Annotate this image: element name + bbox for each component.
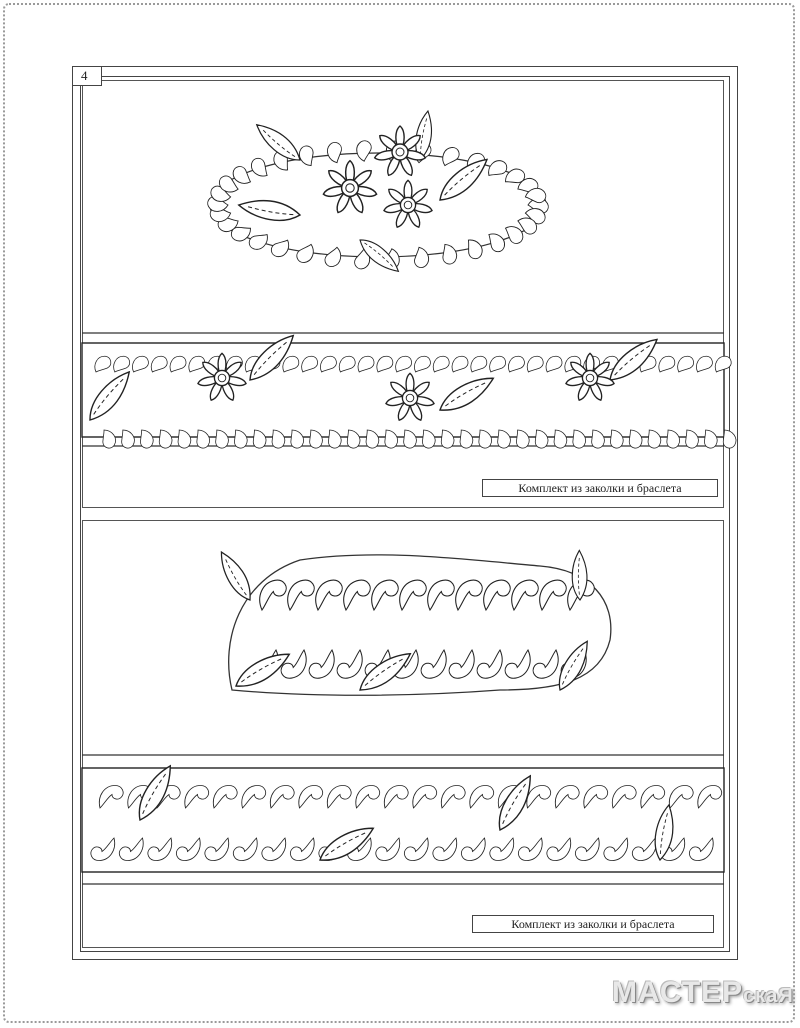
floral-band-icon xyxy=(78,333,739,450)
ornament-stroke xyxy=(356,140,373,162)
ornament-stroke xyxy=(453,579,486,611)
watermark-suffix: скаЯ xyxy=(743,985,794,1007)
ornament-stroke xyxy=(537,579,570,611)
ornament-stroke xyxy=(323,245,343,269)
ornament-stroke xyxy=(418,650,449,680)
ornament-stroke xyxy=(483,230,508,255)
ornament-stroke xyxy=(509,579,542,611)
leaf-scroll-icon xyxy=(221,548,611,695)
leaf-band-icon xyxy=(82,755,724,884)
ornament-stroke xyxy=(397,579,430,611)
ornament-stroke xyxy=(474,650,505,680)
ornament-stroke xyxy=(462,236,486,261)
watermark-main: МАСТЕР xyxy=(612,976,744,1009)
ornament-stroke xyxy=(481,579,514,611)
ornament-stroke xyxy=(502,650,533,680)
ornament-stroke xyxy=(425,579,458,611)
ornament-stroke xyxy=(369,579,402,611)
ornament-stroke xyxy=(341,579,374,611)
ornament-stroke xyxy=(295,241,317,266)
ornament-stroke xyxy=(248,156,273,181)
ornament-stroke xyxy=(411,246,431,270)
caption-panel-2: Комплект из заколки и браслета xyxy=(472,915,714,933)
ornament-stroke xyxy=(334,650,365,680)
ornament-stroke xyxy=(446,650,477,680)
ornament-stroke xyxy=(257,579,290,611)
ornament-stroke xyxy=(325,141,345,165)
page-number: 4 xyxy=(72,66,102,86)
caption-panel-1: Комплект из заколки и браслета xyxy=(482,479,718,497)
ornament-stroke xyxy=(285,579,318,611)
ornament-stroke xyxy=(269,235,293,260)
ornament-stroke xyxy=(530,650,561,680)
ornament-stroke xyxy=(439,145,461,170)
ornament-stroke xyxy=(313,579,346,611)
flower-oval-icon xyxy=(208,111,549,281)
watermark-logo xyxy=(612,976,794,1010)
ornament-stroke xyxy=(306,650,337,680)
